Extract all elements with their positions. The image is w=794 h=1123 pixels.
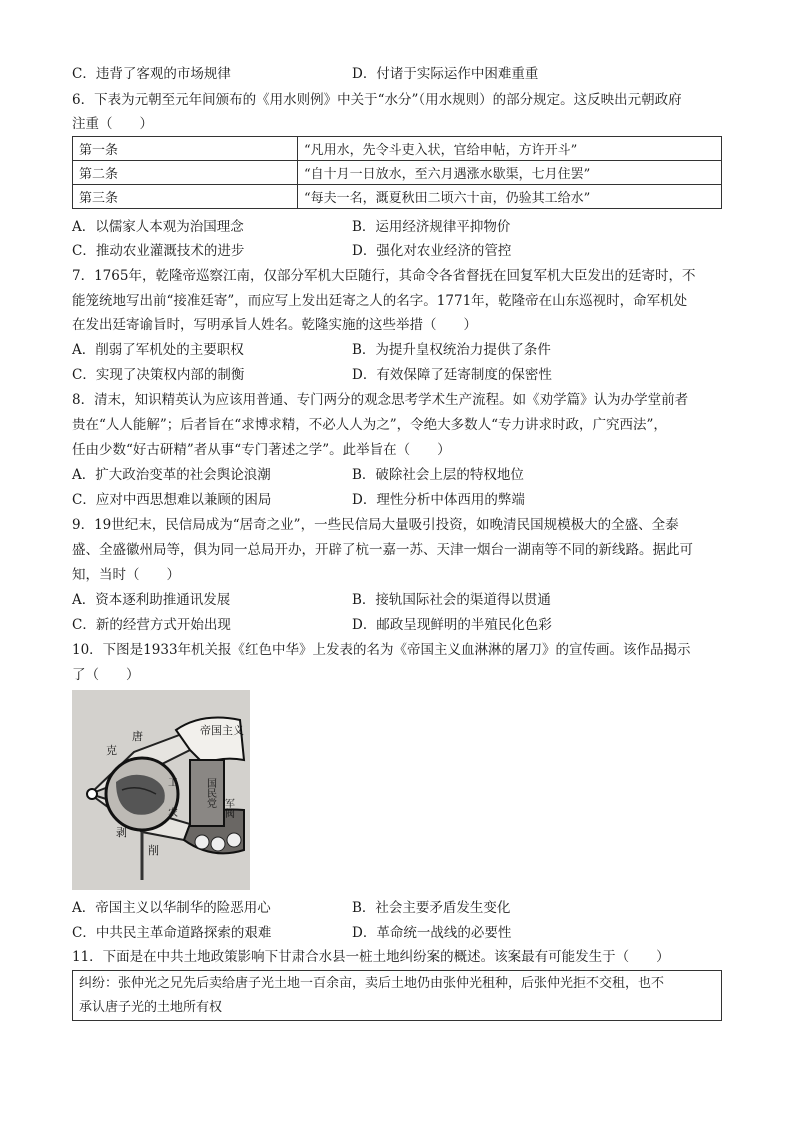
label-worker: 工 [168, 778, 178, 789]
q8-option-a: A．扩大政治变革的社会舆论浪潮 [72, 467, 271, 483]
illustration-drawing [72, 690, 250, 890]
q10-option-d: D．革命统一战线的必要性 [352, 925, 512, 941]
q6-stem-line2: 注重（ ） [72, 116, 153, 132]
q10-option-a: A．帝国主义以华制华的险恶用心 [72, 900, 271, 916]
q8-stem-line2: 贵在“人人能解”；后者旨在“求博求精，不必人人为之”，令绝大多数人“专力讲求时政，广究西法”， [72, 417, 667, 433]
table-cell-content: “自十月一日放水，至六月遇涨水歇渠，七月住罢” [298, 161, 722, 185]
label-ke: 克 [106, 744, 117, 757]
q9-stem-line1: 9．19世纪末，民信局成为“居奇之业”，一些民信局大量吸引投资，如晚清民国规模极大的全盛、全泰 [72, 517, 679, 533]
q7-stem-line3: 在发出廷寄谕旨时，写明承旨人姓名。乾隆实施的这些举措（ ） [72, 317, 477, 333]
label-xiao: 削 [148, 844, 159, 857]
label-warlords: 军阀 [222, 798, 234, 818]
q7-option-c: C．实现了决策权内部的制衡 [72, 367, 245, 383]
q6-stem-line1: 6．下表为元朝至元年间颁布的《用水则例》中关于“水分”（用水规则）的部分规定。这反映出元朝政府 [72, 92, 682, 108]
table-cell-article: 第三条 [73, 185, 298, 209]
table-row [73, 185, 722, 209]
q8-stem-line1: 8．清末，知识精英认为应该用普通、专门两分的观念思考学术生产流程。如《劝学篇》认为办学堂前者 [72, 392, 689, 408]
table-row [73, 137, 722, 161]
q9-option-b: B．接轨国际社会的渠道得以贯通 [352, 592, 551, 608]
q8-option-b: B．破除社会上层的特权地位 [352, 467, 524, 483]
q9-stem-line3: 知，当时（ ） [72, 567, 180, 583]
q11-stem-line1: 11．下面是在中共土地政策影响下甘肃合水县一桩土地纠纷案的概述。该案最有可能发生于（ ） [72, 949, 670, 965]
q11-box-line2: 承认唐子光的土地所有权 [79, 1000, 223, 1015]
q8-option-c: C．应对中西思想难以兼顾的困局 [72, 492, 272, 508]
q11-dispute-box [72, 970, 722, 1021]
q8-stem-line3: 任由少数“好古研精”者从事“专门著述之学”。此举旨在（ ） [72, 442, 451, 458]
q9-option-c: C．新的经营方式开始出现 [72, 617, 231, 633]
label-imperialism: 帝国主义 [200, 724, 244, 737]
q9-option-d: D．邮政呈现鲜明的半殖民化色彩 [352, 617, 552, 633]
table-row [73, 161, 722, 185]
q6-option-d: D．强化对农业经济的管控 [352, 243, 512, 259]
q10-option-c: C．中共民主革命道路探索的艰难 [72, 925, 272, 941]
table-cell-content: “凡用水，先令斗吏入状，官给申帖，方许开斗” [298, 137, 722, 161]
propaganda-illustration [72, 690, 250, 890]
q7-option-b: B．为提升皇权统治力提供了条件 [352, 342, 551, 358]
table-cell-article: 第二条 [73, 161, 298, 185]
label-kmt: 国民党 [204, 778, 216, 808]
label-peasant: 农 [168, 808, 178, 819]
q7-stem-line2: 能笼统地写出前“接准廷寄”，而应写上发出廷寄之人的名字。1771年，乾隆帝在山东巡视时，命军机处 [72, 293, 688, 309]
q8-option-d: D．理性分析中体西用的弊端 [352, 492, 525, 508]
q6-option-b: B．运用经济规律平抑物价 [352, 219, 511, 235]
q7-option-d: D．有效保障了廷寄制度的保密性 [352, 367, 552, 383]
q5-option-d: D．付诸于实际运作中困难重重 [352, 66, 539, 82]
q9-stem-line2: 盛、全盛徽州局等，俱为同一总局开办，开辟了杭一嘉一苏、天津一烟台一湖南等不同的新线路。据此可 [72, 542, 693, 558]
table-cell-article: 第一条 [73, 137, 298, 161]
label-bo: 剥 [116, 826, 127, 839]
q6-option-c: C．推动农业灌溉技术的进步 [72, 243, 245, 259]
q7-stem-line1: 7．1765年，乾隆帝巡察江南，仅部分军机大臣随行，其命令各省督抚在回复军机大臣发出的廷寄时，不 [72, 268, 696, 284]
q9-option-a: A．资本逐利助推通讯发展 [72, 592, 231, 608]
q7-option-a: A．削弱了军机处的主要职权 [72, 342, 244, 358]
q10-option-b: B．社会主要矛盾发生变化 [352, 900, 511, 916]
q10-stem-line2: 了（ ） [72, 667, 140, 683]
q5-option-c: C．违背了客观的市场规律 [72, 66, 231, 82]
q11-box-line1: 纠纷：张仲光之兄先后卖给唐子光土地一百余亩，卖后土地仍由张仲光租种，后张仲光拒不交租，也不 [79, 976, 665, 991]
label-tang: 唐 [132, 730, 143, 743]
table-cell-content: “每夫一名，溉夏秋田二顷六十亩，仍验其工给水” [298, 185, 722, 209]
q6-rules-table [72, 136, 722, 209]
q6-option-a: A．以儒家人本观为治国理念 [72, 219, 244, 235]
q10-stem-line1: 10．下图是1933年机关报《红色中华》上发表的名为《帝国主义血淋淋的屠刀》的宣传画。该作品揭示 [72, 642, 691, 658]
